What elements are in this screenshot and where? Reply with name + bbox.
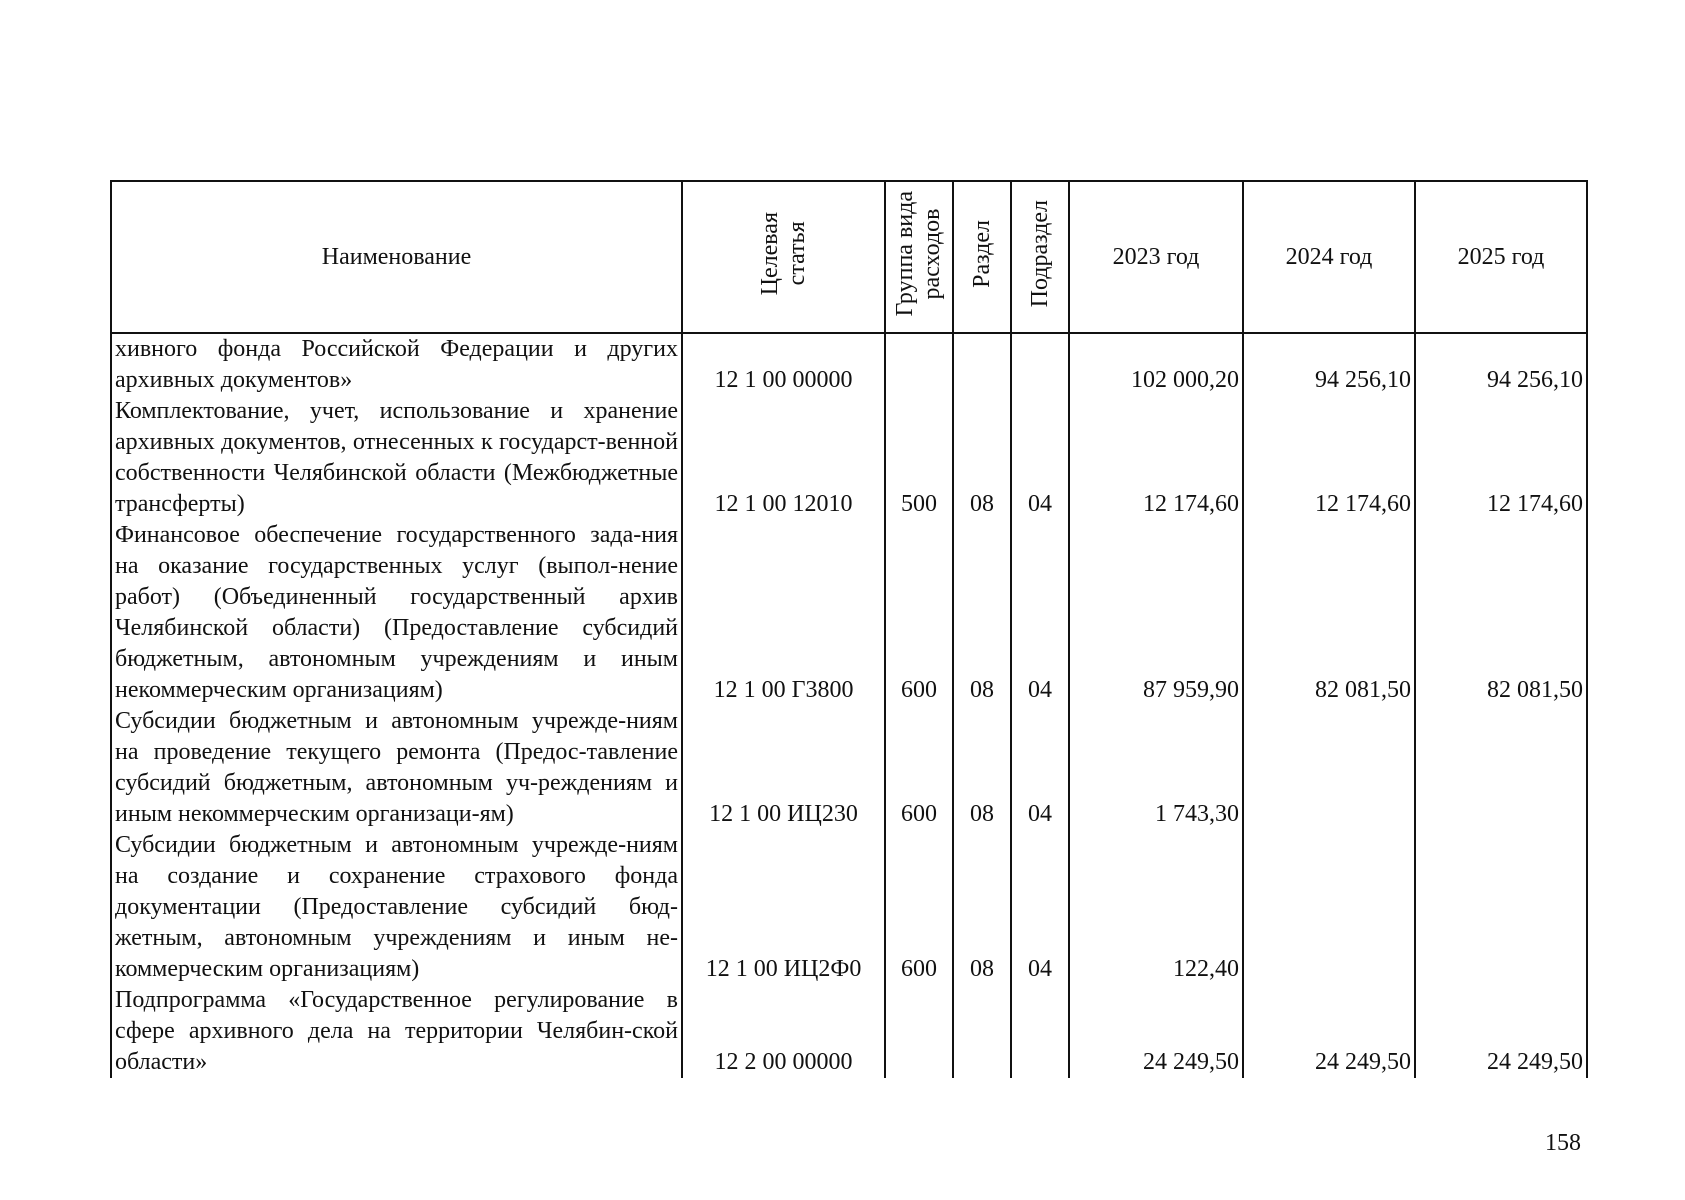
row-section bbox=[953, 985, 1011, 1078]
header-section: Раздел bbox=[953, 181, 1011, 333]
row-2024: 24 249,50 bbox=[1243, 985, 1415, 1078]
row-target-article: 12 1 00 ИЦ230 bbox=[682, 706, 885, 830]
row-expense-group bbox=[885, 333, 953, 396]
row-name: Комплектование, учет, использование и хранение архивных документов, отнесенных к государст-венной собственности Челябинской области (Межбюджетные трансферты) bbox=[111, 396, 682, 520]
row-target-article: 12 2 00 00000 bbox=[682, 985, 885, 1078]
row-subsection: 04 bbox=[1011, 520, 1069, 706]
table-row bbox=[111, 985, 1587, 1078]
row-target-article: 12 1 00 12010 bbox=[682, 396, 885, 520]
row-subsection: 04 bbox=[1011, 396, 1069, 520]
header-2023: 2023 год bbox=[1069, 181, 1243, 333]
row-2023: 1 743,30 bbox=[1069, 706, 1243, 830]
page-number: 158 bbox=[1545, 1130, 1581, 1156]
row-2025: 82 081,50 bbox=[1415, 520, 1587, 706]
row-2025: 12 174,60 bbox=[1415, 396, 1587, 520]
row-2023: 102 000,20 bbox=[1069, 333, 1243, 396]
row-section: 08 bbox=[953, 520, 1011, 706]
row-2024 bbox=[1243, 830, 1415, 985]
header-2024: 2024 год bbox=[1243, 181, 1415, 333]
row-expense-group bbox=[885, 985, 953, 1078]
header-target-article: Целевая статья bbox=[682, 181, 885, 333]
row-expense-group: 600 bbox=[885, 520, 953, 706]
row-section bbox=[953, 333, 1011, 396]
row-name: Финансовое обеспечение государственного зада-ния на оказание государственных услуг (выпол-нение работ) (Объединенный государственный архив Челябинской области) (Предоставление субсидий бюджетным, автономным учреждениям и иным некоммерческим организациям) bbox=[111, 520, 682, 706]
row-subsection bbox=[1011, 985, 1069, 1078]
row-2024: 94 256,10 bbox=[1243, 333, 1415, 396]
table-row bbox=[111, 520, 1587, 706]
row-name: Подпрограмма «Государственное регулирование в сфере архивного дела на территории Челябин-ской области» bbox=[111, 985, 682, 1078]
row-expense-group: 600 bbox=[885, 706, 953, 830]
row-2024: 12 174,60 bbox=[1243, 396, 1415, 520]
header-name: Наименование bbox=[111, 181, 682, 333]
row-expense-group: 600 bbox=[885, 830, 953, 985]
table-row bbox=[111, 706, 1587, 830]
row-name: Субсидии бюджетным и автономным учрежде-ниям на проведение текущего ремонта (Предос-тавление субсидий бюджетным, автономным уч-реждениям и иным некоммерческим организаци-ям) bbox=[111, 706, 682, 830]
row-name: Субсидии бюджетным и автономным учрежде-ниям на создание и сохранение страхового фонда документации (Предоставление субсидий бюд-жетным, автономным учреждениям и иным не-коммерческим организациям) bbox=[111, 830, 682, 985]
header-expense-group: Группа вида расходов bbox=[885, 181, 953, 333]
row-section: 08 bbox=[953, 396, 1011, 520]
row-2023: 12 174,60 bbox=[1069, 396, 1243, 520]
row-2023: 87 959,90 bbox=[1069, 520, 1243, 706]
table-row bbox=[111, 396, 1587, 520]
row-subsection bbox=[1011, 333, 1069, 396]
row-2025 bbox=[1415, 830, 1587, 985]
row-section: 08 bbox=[953, 830, 1011, 985]
row-2025: 94 256,10 bbox=[1415, 333, 1587, 396]
row-target-article: 12 1 00 Г3800 bbox=[682, 520, 885, 706]
budget-table bbox=[110, 180, 1588, 1078]
row-2025 bbox=[1415, 706, 1587, 830]
row-2023: 122,40 bbox=[1069, 830, 1243, 985]
row-2024: 82 081,50 bbox=[1243, 520, 1415, 706]
header-subsection: Подраздел bbox=[1011, 181, 1069, 333]
row-expense-group: 500 bbox=[885, 396, 953, 520]
row-2023: 24 249,50 bbox=[1069, 985, 1243, 1078]
row-subsection: 04 bbox=[1011, 830, 1069, 985]
row-target-article: 12 1 00 00000 bbox=[682, 333, 885, 396]
row-2025: 24 249,50 bbox=[1415, 985, 1587, 1078]
header-2025: 2025 год bbox=[1415, 181, 1587, 333]
table-header-row bbox=[111, 181, 1587, 333]
row-section: 08 bbox=[953, 706, 1011, 830]
row-subsection: 04 bbox=[1011, 706, 1069, 830]
table-row bbox=[111, 333, 1587, 396]
table-row bbox=[111, 830, 1587, 985]
row-name: хивного фонда Российской Федерации и других архивных документов» bbox=[111, 333, 682, 396]
row-target-article: 12 1 00 ИЦ2Ф0 bbox=[682, 830, 885, 985]
row-2024 bbox=[1243, 706, 1415, 830]
